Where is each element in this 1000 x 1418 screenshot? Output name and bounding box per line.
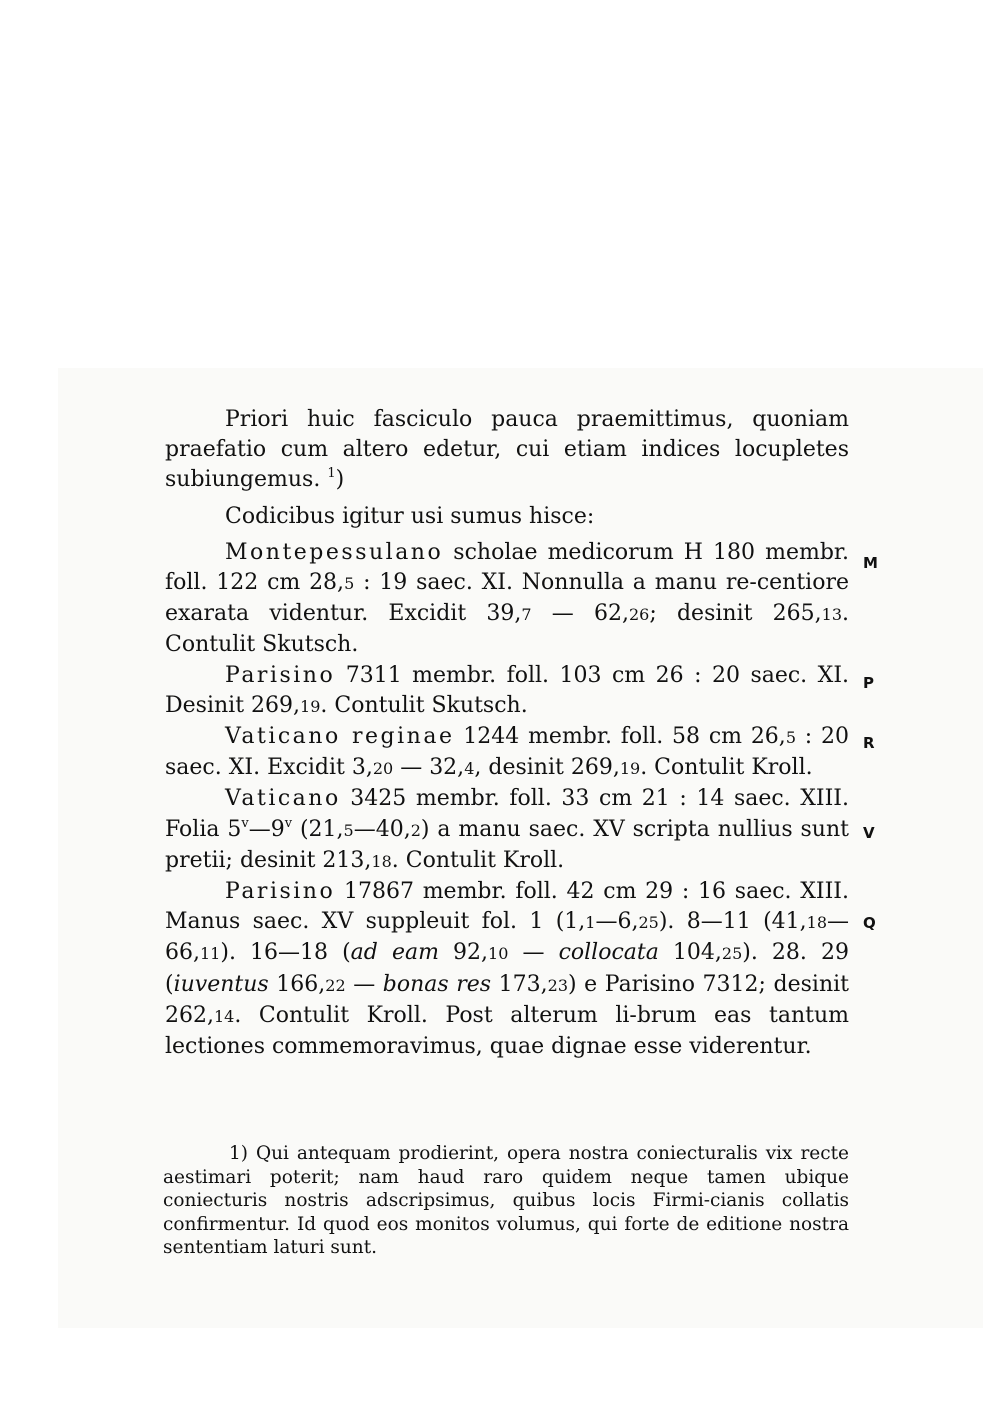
siglum-v: V [863, 824, 875, 842]
codex-name: Parisino [225, 879, 336, 905]
codex-entry-r: Vaticano reginae 1244 membr. foll. 58 cm 26,5 : 20 saec. XI. Excidit 3,20 — 32,4, desinit 269,19. Contulit Kroll. [165, 724, 850, 781]
main-text [165, 405, 849, 1062]
intro-paragraph [165, 405, 849, 496]
codices-intro: Codicibus igitur usi sumus hisce: [225, 503, 595, 529]
codex-entry-m: Montepessulano scholae medicorum H 180 membr. foll. 122 cm 28,5 : 19 saec. XI. Nonnulla a manu re-centiore exarata videntur. Excidit 39,7 — 62,26; desinit 265,13. Contulit Skutsch. [165, 539, 850, 658]
codex-entry-v: Vaticano 3425 membr. foll. 33 cm 21 : 14 saec. XIII. Folia 5$^v$—9$^v$ (21,5—40,2) a manu saec. XV scripta nullius sunt pretii; desinit 213,18. Contulit Kroll. [165, 786, 849, 873]
footnote-ref[interactable]: 1 [327, 466, 336, 482]
footnote [163, 1142, 849, 1260]
codex-name: Montepessulano [225, 539, 444, 565]
codex-name: Vaticano [225, 786, 341, 812]
siglum-m: M [863, 554, 878, 572]
intro-text: Priori huic fasciculo pauca praemittimus, quoniam praefatio cum altero edetur, cui etiam indices locupletes subiungemus. [165, 407, 849, 493]
codex-entry-p: Parisino 7311 membr. foll. 103 cm 26 : 20 saec. XI. Desinit 269,19. Contulit Skutsch. [165, 662, 849, 718]
footnote-text: 1) Qui antequam prodierint, opera nostra coniecturalis vix recte aestimari poterit; nam haud raro quidem neque tamen ubique coniecturis nostris adscripsimus, quibus locis Firmi-cianis collatis confirmentur. Id quod eos monitos volumus, qui forte de editione nostra sententiam laturi sunt. [163, 1143, 849, 1259]
codex-name: Parisino [225, 662, 336, 688]
siglum-q: Q [863, 914, 876, 932]
siglum-p: P [863, 674, 874, 692]
footnote-ref-paren: ) [335, 467, 345, 493]
siglum-r: R [863, 734, 875, 752]
codex-entry-q: Parisino 17867 membr. foll. 42 cm 29 : 16 saec. XIII. Manus saec. XV suppleuit fol. 1 (1,1—6,25). 8—11 (41,18—66,11). 16—18 (ad eam 92,10 — collocata 104,25). 28. 29 (iuventus 166,22 — bonas res 173,23) e Parisino 7312; desinit 262,14. Contulit Kroll. Post alterum li-brum eas tantum lectiones commemoravimus, quae dignae esse viderentur. [165, 879, 850, 1060]
codex-name: Vaticano reginae [225, 724, 455, 750]
